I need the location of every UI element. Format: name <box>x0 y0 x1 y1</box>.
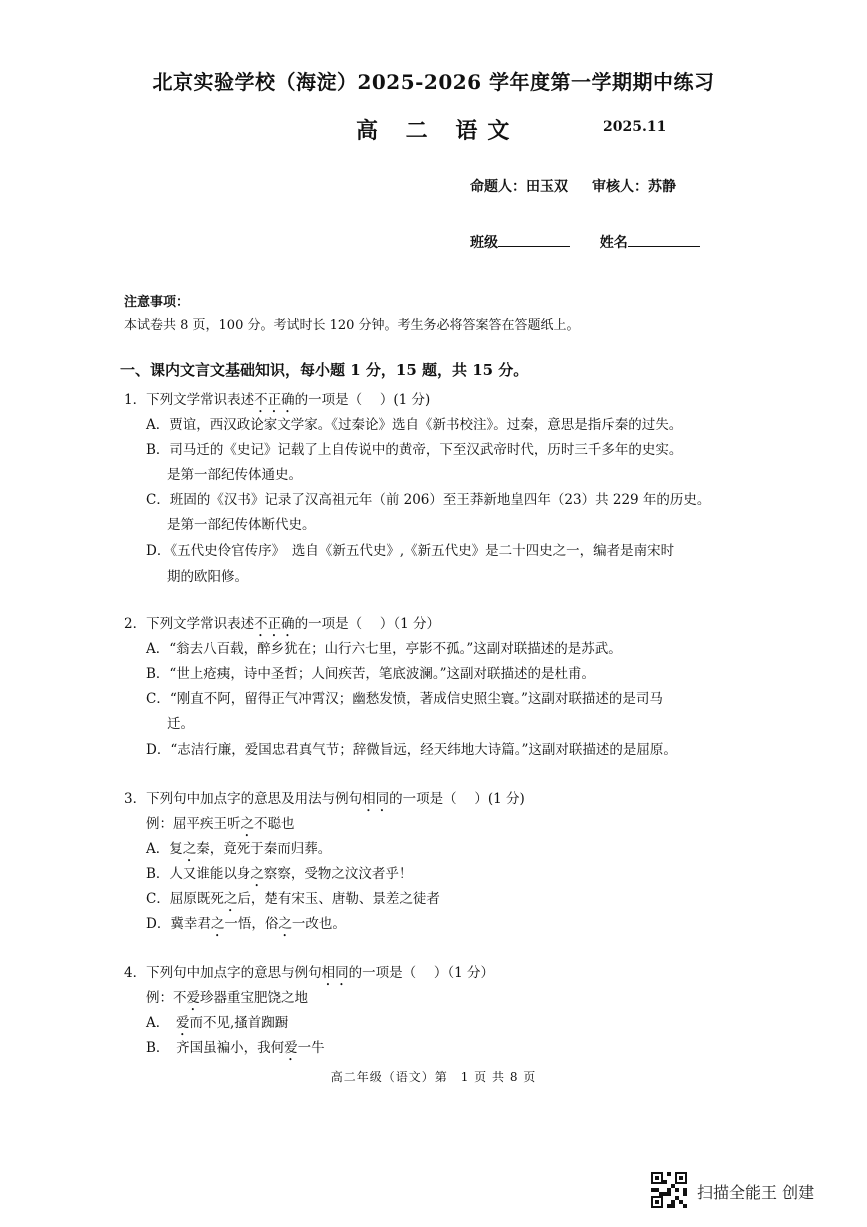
q1-option-c-cont: 是第一部纪传体断代史。 <box>167 517 316 533</box>
q1-option-b: B．司马迁的《史记》记载了上自传说中的黄帝，下至汉武帝时代，历时三千多年的史实。 <box>146 442 683 458</box>
class-label: 班级 <box>470 235 498 251</box>
q2-emphasis: 不正确 <box>254 616 295 632</box>
q1-option-b-cont: 是第一部纪传体通史。 <box>167 467 302 483</box>
name-blank <box>628 232 700 247</box>
q3-emphasis: 相同 <box>362 791 390 807</box>
notes-text: 本试卷共 8 页，100 分。考试时长 120 分钟。考生务必将答案答在答题纸上。 <box>124 318 580 333</box>
q2-option-c-cont: 迁。 <box>167 716 194 732</box>
notes-heading: 注意事项： <box>124 295 190 310</box>
q2-stem: 2．下列文学常识表述不正确的一项是（ ）（1 分） <box>124 616 441 632</box>
q1-emphasis: 不正确 <box>254 392 295 408</box>
q3-option-c: C．屈原既死之后，楚有宋玉、唐勒、景差之徒者 <box>146 891 440 907</box>
q3-example: 例：屈平疾王听之不聪也 <box>146 816 295 832</box>
q2-option-a: A．“翁去八百载，醉乡犹在；山行六七里，亭影不孤。”这副对联描述的是苏武。 <box>146 641 622 657</box>
subject-title: 高 二 语文 <box>356 118 520 144</box>
student-fields <box>470 232 700 252</box>
author: 命题人：田玉双 <box>470 179 568 195</box>
q4-stem: 4．下列句中加点字的意思与例句相同的一项是（ ）（1 分） <box>124 965 495 981</box>
q1-option-d: D．《五代史伶官传序》 选自《新五代史》,《新五代史》是二十四史之一，编者是南宋时 <box>146 543 675 559</box>
q4-example: 例：不爱珍器重宝肥饶之地 <box>146 990 308 1006</box>
author-line <box>470 176 676 196</box>
q1-option-c: C．班固的《汉书》记录了汉高祖元年（前 206）至王莽新地皇四年（23）共 229 年的历史。 <box>146 492 711 508</box>
q3-option-b: B．人又谁能以身之察察，受物之汶汶者乎！ <box>146 866 413 882</box>
exam-date: 2025.11 <box>603 119 667 135</box>
q2-option-b: B．“世上疮痍，诗中圣哲；人间疾苦，笔底波澜。”这副对联描述的是杜甫。 <box>146 666 595 682</box>
q3-stem: 3．下列句中加点字的意思及用法与例句相同的一项是（ ）(1 分) <box>124 791 525 807</box>
q4-option-b: B． 齐国虽褊小，我何爱一牛 <box>146 1040 325 1056</box>
q4-option-a: A． 爱而不见,搔首踟蹰 <box>146 1015 289 1031</box>
class-blank <box>498 232 570 247</box>
q2-option-c: C．“刚直不阿，留得正气冲霄汉；幽愁发愤，著成信史照尘寰。”这副对联描述的是司马 <box>146 691 663 707</box>
q2-option-d: D．“志洁行廉，爱国忠君真气节；辞微旨远，经天纬地大诗篇。”这副对联描述的是屈原。 <box>146 742 677 758</box>
watermark-text: 扫描全能王 创建 <box>697 1183 815 1202</box>
q3-option-d: D．冀幸君之一悟，俗之一改也。 <box>146 916 346 932</box>
q1-option-d-cont: 期的欧阳修。 <box>167 569 248 585</box>
qr-code-icon <box>651 1172 687 1208</box>
q3-option-a: A．复之秦，竟死于秦而归葬。 <box>146 841 332 857</box>
q4-emphasis: 相同 <box>321 965 349 981</box>
name-label: 姓名 <box>599 235 628 251</box>
page-footer: 高二年级（语文）第 1 页 共 8 页 <box>330 1070 537 1084</box>
q1-option-a: A．贾谊，西汉政论家文学家。《过秦论》选自《新书校注》。过秦，意思是指斥秦的过失。 <box>146 417 683 433</box>
reviewer: 审核人：苏静 <box>592 179 676 195</box>
q1-stem: 1．下列文学常识表述不正确的一项是（ ）(1 分) <box>124 392 431 408</box>
exam-title: 北京实验学校（海淀）2025-2026 学年度第一学期期中练习 <box>152 70 715 94</box>
section-heading: 一、课内文言文基础知识，每小题 1 分，15 题，共 15 分。 <box>120 361 529 379</box>
